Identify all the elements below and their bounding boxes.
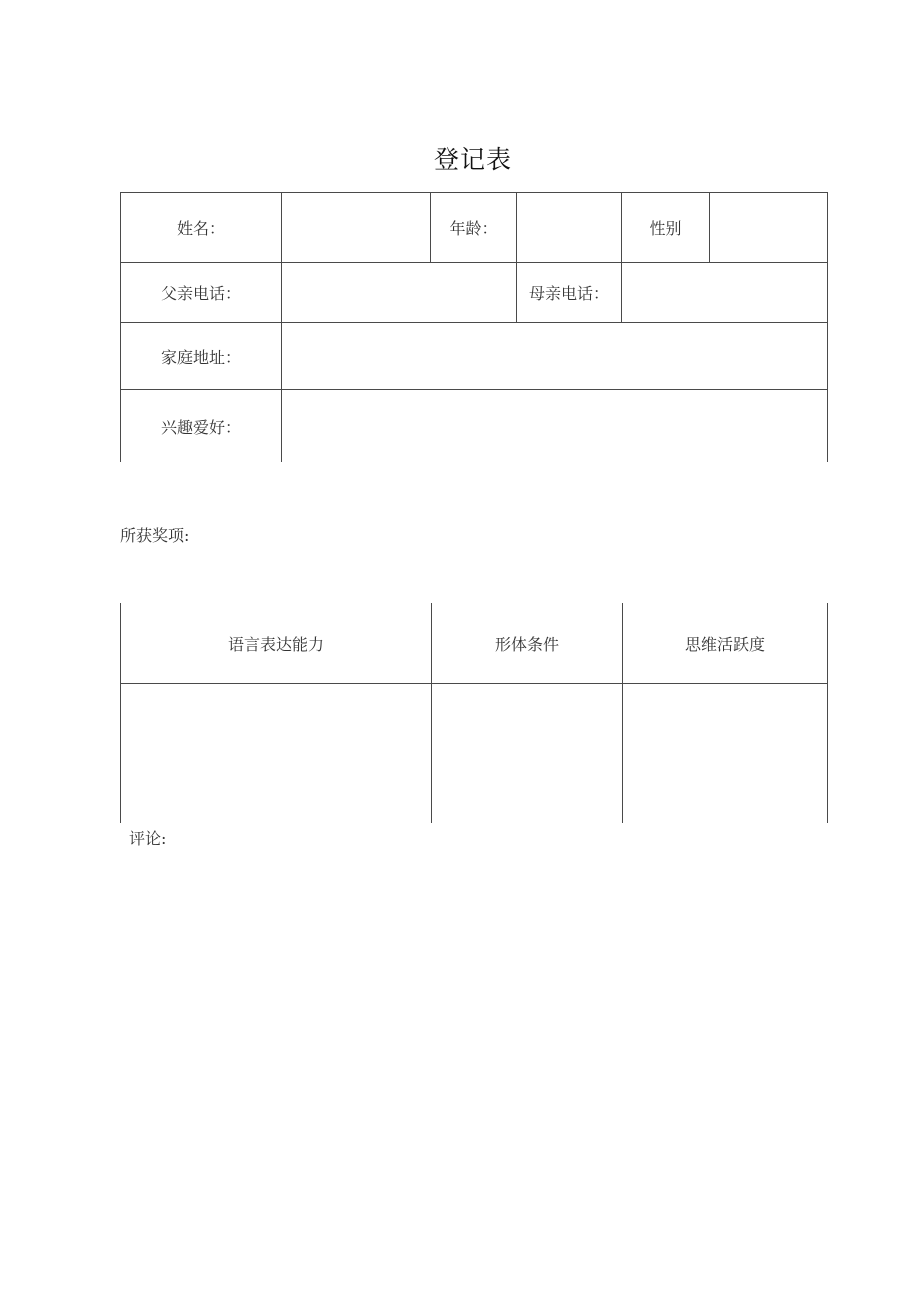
- comment-label: 评论:: [129, 829, 167, 848]
- father-phone-label: 父亲电话：: [160, 284, 241, 303]
- header-physical-condition: 形体条件: [494, 634, 559, 654]
- mother-phone-label: 母亲电话：: [528, 284, 609, 303]
- page-title: 登记表: [433, 145, 512, 174]
- awards-label: 所获奖项:: [120, 526, 190, 545]
- name-field[interactable]: [282, 193, 430, 262]
- gender-label: 性别: [649, 219, 682, 238]
- hobbies-label: 兴趣爱好：: [160, 417, 241, 437]
- header-mental-agility: 思维活跃度: [684, 634, 765, 654]
- age-label: 年龄：: [449, 219, 498, 238]
- address-field[interactable]: [282, 323, 827, 389]
- name-label: 姓名：: [176, 219, 225, 238]
- hobbies-field[interactable]: [282, 390, 827, 462]
- comment-field[interactable]: [120, 850, 828, 970]
- info-table-border-right: [827, 192, 828, 462]
- evaluation-table-border-right: [827, 603, 828, 823]
- mother-phone-field[interactable]: [622, 263, 827, 322]
- address-label: 家庭地址：: [160, 347, 241, 367]
- header-language-expression: 语言表达能力: [227, 634, 324, 654]
- language-expression-field[interactable]: [121, 684, 431, 823]
- age-field[interactable]: [517, 193, 621, 262]
- gender-field[interactable]: [710, 193, 827, 262]
- mental-agility-field[interactable]: [623, 684, 827, 823]
- physical-condition-field[interactable]: [432, 684, 622, 823]
- father-phone-field[interactable]: [282, 263, 516, 322]
